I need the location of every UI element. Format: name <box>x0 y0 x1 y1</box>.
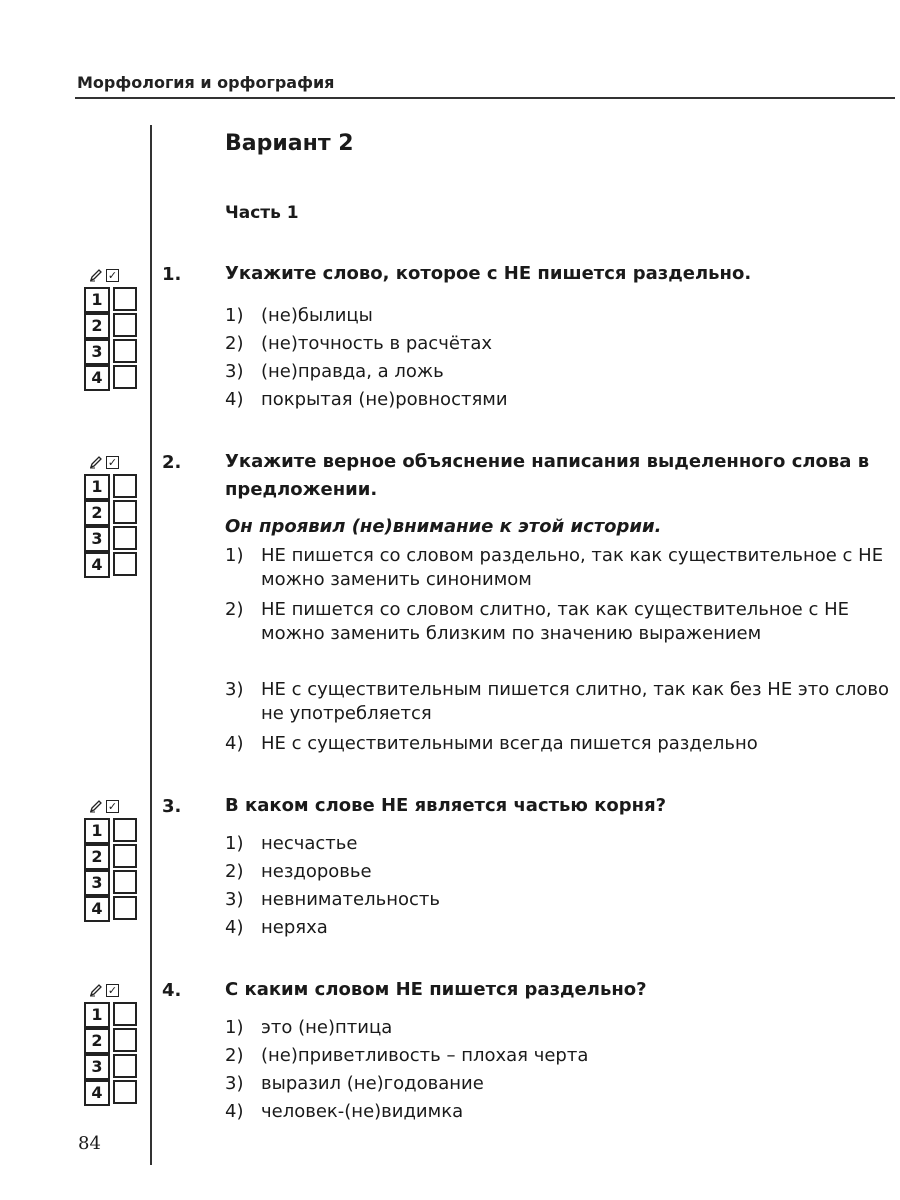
option[interactable] <box>225 832 890 856</box>
option[interactable] <box>225 1072 890 1096</box>
option-text: невнимательность <box>261 889 440 910</box>
answer-checkbox[interactable] <box>113 526 137 550</box>
option[interactable] <box>225 1044 890 1068</box>
variant-title: Вариант 2 <box>225 131 354 156</box>
checkbox-icon: ✓ <box>107 456 118 469</box>
option-number: 3) <box>225 1073 244 1094</box>
option[interactable] <box>225 1016 890 1040</box>
example-sentence: Он проявил (не)внимание к этой истории. <box>225 516 662 537</box>
question-text: В каком слове НЕ является частью корня? <box>225 795 667 816</box>
question-number: 1. <box>162 264 182 285</box>
question-number: 2. <box>162 452 182 473</box>
answer-checkbox[interactable] <box>113 1080 137 1104</box>
option[interactable] <box>225 304 890 328</box>
option-number: 1) <box>225 305 244 326</box>
grid-number: 1 <box>84 474 110 500</box>
grid-number: 2 <box>84 1028 110 1054</box>
option-text: НЕ пишется со словом слитно, так как существительное с НЕ можно заменить близким по значению выражением <box>261 599 849 644</box>
option-number: 3) <box>225 889 244 910</box>
option[interactable] <box>225 888 890 912</box>
pencil-icon <box>89 268 103 282</box>
grid-number: 3 <box>84 339 110 365</box>
grid-number: 1 <box>84 818 110 844</box>
answer-grid-2 <box>84 455 137 577</box>
grid-number: 4 <box>84 552 110 578</box>
option[interactable] <box>225 678 890 726</box>
answer-checkbox[interactable] <box>113 552 137 576</box>
answer-checkbox[interactable] <box>113 474 137 498</box>
option[interactable] <box>225 332 890 356</box>
option-number: 2) <box>225 599 244 620</box>
option-text: это (не)птица <box>261 1017 393 1038</box>
question-text: Укажите верное объяснение написания выделенного слова в предложении. <box>225 451 870 500</box>
answer-checkbox[interactable] <box>113 313 137 337</box>
option-number: 2) <box>225 333 244 354</box>
option[interactable] <box>225 732 890 756</box>
pencil-icon <box>89 455 103 469</box>
option-number: 1) <box>225 545 244 566</box>
option[interactable] <box>225 360 890 384</box>
answer-checkbox[interactable] <box>113 500 137 524</box>
option-number: 1) <box>225 1017 244 1038</box>
grid-number: 1 <box>84 287 110 313</box>
option-text: покрытая (не)ровностями <box>261 389 508 410</box>
question-text: С каким словом НЕ пишется раздельно? <box>225 979 647 1000</box>
option-number: 3) <box>225 679 244 700</box>
answer-checkbox[interactable] <box>113 287 137 311</box>
option-number: 4) <box>225 733 244 754</box>
option[interactable] <box>225 860 890 884</box>
option-number: 4) <box>225 917 244 938</box>
answer-checkbox[interactable] <box>113 870 137 894</box>
question-text: Укажите слово, которое с НЕ пишется раздельно. <box>225 263 752 284</box>
option-number: 2) <box>225 1045 244 1066</box>
grid-number: 3 <box>84 870 110 896</box>
checkbox-icon: ✓ <box>107 800 118 813</box>
option[interactable] <box>225 544 890 592</box>
option-text: нездоровье <box>261 861 372 882</box>
pencil-icon <box>89 983 103 997</box>
grid-number: 2 <box>84 313 110 339</box>
option-number: 4) <box>225 1101 244 1122</box>
answer-checkbox[interactable] <box>113 896 137 920</box>
header-rule <box>75 97 895 99</box>
grid-number: 2 <box>84 500 110 526</box>
answer-grid-4 <box>84 983 137 1105</box>
grid-number: 4 <box>84 1080 110 1106</box>
answer-checkbox[interactable] <box>113 1028 137 1052</box>
grid-number: 2 <box>84 844 110 870</box>
answer-checkbox[interactable] <box>113 365 137 389</box>
answer-checkbox[interactable] <box>113 844 137 868</box>
question-number: 4. <box>162 980 182 1001</box>
grid-number: 3 <box>84 526 110 552</box>
grid-number: 4 <box>84 365 110 391</box>
option-text: (не)правда, а ложь <box>261 361 444 382</box>
option-text: человек-(не)видимка <box>261 1101 464 1122</box>
option[interactable] <box>225 598 890 646</box>
pencil-icon <box>89 799 103 813</box>
option-text: несчастье <box>261 833 358 854</box>
option[interactable] <box>225 916 890 940</box>
option-text: НЕ пишется со словом раздельно, так как существительное с НЕ можно заменить синонимом <box>261 545 884 590</box>
option-number: 2) <box>225 861 244 882</box>
grid-number: 3 <box>84 1054 110 1080</box>
answer-grid-3 <box>84 799 137 921</box>
section-header: Морфология и орфография <box>77 73 335 92</box>
grid-number: 1 <box>84 1002 110 1028</box>
option-text: НЕ с существительным пишется слитно, так как без НЕ это слово не употребляется <box>261 679 890 724</box>
checkbox-icon: ✓ <box>107 269 118 282</box>
option-number: 1) <box>225 833 244 854</box>
option-text: (не)былицы <box>261 305 373 326</box>
answer-checkbox[interactable] <box>113 1002 137 1026</box>
grid-number: 4 <box>84 896 110 922</box>
option[interactable] <box>225 1100 890 1124</box>
answer-checkbox[interactable] <box>113 1054 137 1078</box>
margin-line <box>150 125 152 1165</box>
option-text: (не)точность в расчётах <box>261 333 493 354</box>
option-text: (не)приветливость – плохая черта <box>261 1045 589 1066</box>
part-title: Часть 1 <box>225 203 299 223</box>
answer-grid-1 <box>84 268 137 390</box>
option-text: выразил (не)годование <box>261 1073 484 1094</box>
option-number: 4) <box>225 389 244 410</box>
question-number: 3. <box>162 796 182 817</box>
page-number: 84 <box>78 1133 101 1154</box>
option-number: 3) <box>225 361 244 382</box>
option-text: НЕ с существительными всегда пишется раздельно <box>261 733 758 754</box>
answer-checkbox[interactable] <box>113 339 137 363</box>
answer-checkbox[interactable] <box>113 818 137 842</box>
option[interactable] <box>225 388 890 412</box>
checkbox-icon: ✓ <box>107 984 118 997</box>
option-text: неряха <box>261 917 328 938</box>
